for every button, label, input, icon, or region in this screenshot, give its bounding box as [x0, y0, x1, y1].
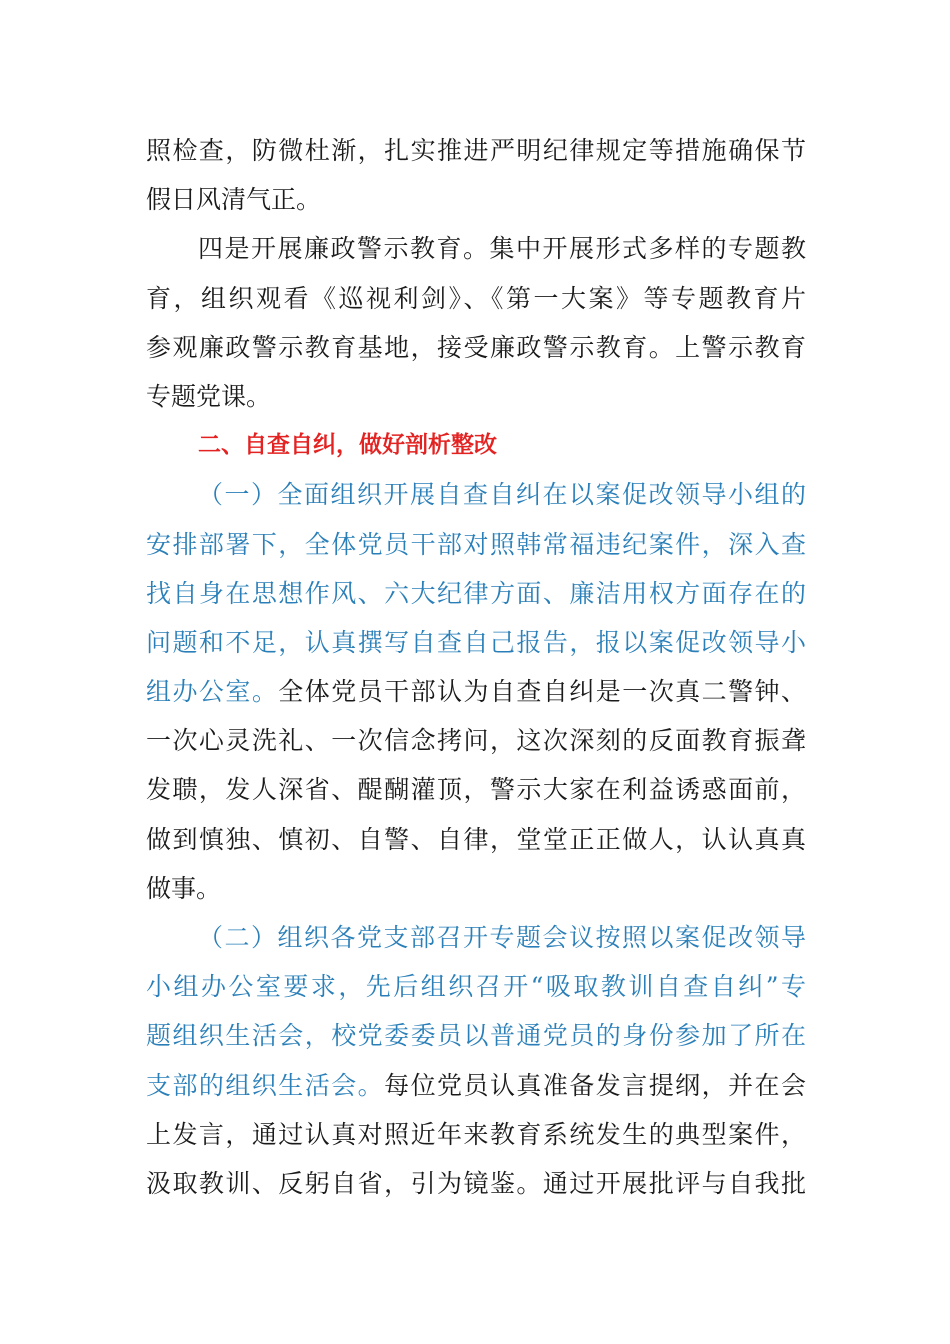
text-line: 汲取教训、反躬自省，引为镜鉴。通过开展批评与自我批 [146, 1168, 806, 1198]
text-line: 安排部署下，全体党员干部对照韩常福违纪案件，深入查 [146, 529, 806, 559]
text-line-mixed [146, 667, 806, 716]
text-line: （二）组织各党支部召开专题会议按照以案促改领导 [198, 923, 806, 952]
text-line: 四是开展廉政警示教育。集中开展形式多样的专题教 [198, 234, 806, 264]
paragraph-four [146, 224, 806, 421]
paragraph-top [146, 126, 806, 224]
text-line: 专题党课。 [146, 381, 272, 411]
text-line: 做到慎独、慎初、自警、自律，堂堂正正做人，认认真真 [146, 824, 806, 854]
text-line: （一）全面组织开展自查自纠在以案促改领导小组的 [198, 480, 806, 510]
text-line: 照检查，防微杜渐，扎实推进严明纪律规定等措施确保节 [146, 136, 806, 165]
text-line: 问题和不足，认真撰写自查自己报告，报以案促改领导小 [146, 627, 806, 657]
text-line-mixed [146, 1061, 806, 1110]
text-span: 每位党员认真准备发言提纲，并在会 [384, 1070, 806, 1100]
text-line: 发聩，发人深省、醍醐灌顶，警示大家在利益诱惑面前， [146, 775, 806, 805]
text-line: 育，组织观看《巡视利剑》、《第一大案》等专题教育片 [146, 283, 806, 313]
text-line: 找自身在思想作风、六大纪律方面、廉洁用权方面存在的 [146, 578, 806, 608]
section-heading: 二、自查自纠，做好剖析整改 [198, 432, 497, 459]
text-line: 参观廉政警示教育基地，接受廉政警示教育。上警示教育 [146, 332, 806, 362]
text-span-blue: 支部的组织生活会。 [146, 1070, 385, 1100]
paragraph-two [146, 913, 806, 1208]
document-page [146, 126, 806, 1208]
text-span: 全体党员干部认为自查自纠是一次真二警钟、 [278, 677, 806, 707]
text-line: 做事。 [146, 873, 222, 903]
paragraph-one [146, 470, 806, 913]
text-line: 题组织生活会，校党委委员以普通党员的身份参加了所在 [146, 1021, 806, 1051]
text-line: 上发言，通过认真对照近年来教育系统发生的典型案件， [146, 1119, 806, 1149]
text-line: 一次心灵洗礼、一次信念拷问，这次深刻的反面教育振聋 [146, 726, 806, 756]
text-line: 假日风清气正。 [146, 185, 322, 215]
text-span-blue: 组办公室。 [146, 677, 279, 707]
text-line: 小组办公室要求，先后组织召开“吸取教训自查自纠”专 [146, 972, 806, 1002]
